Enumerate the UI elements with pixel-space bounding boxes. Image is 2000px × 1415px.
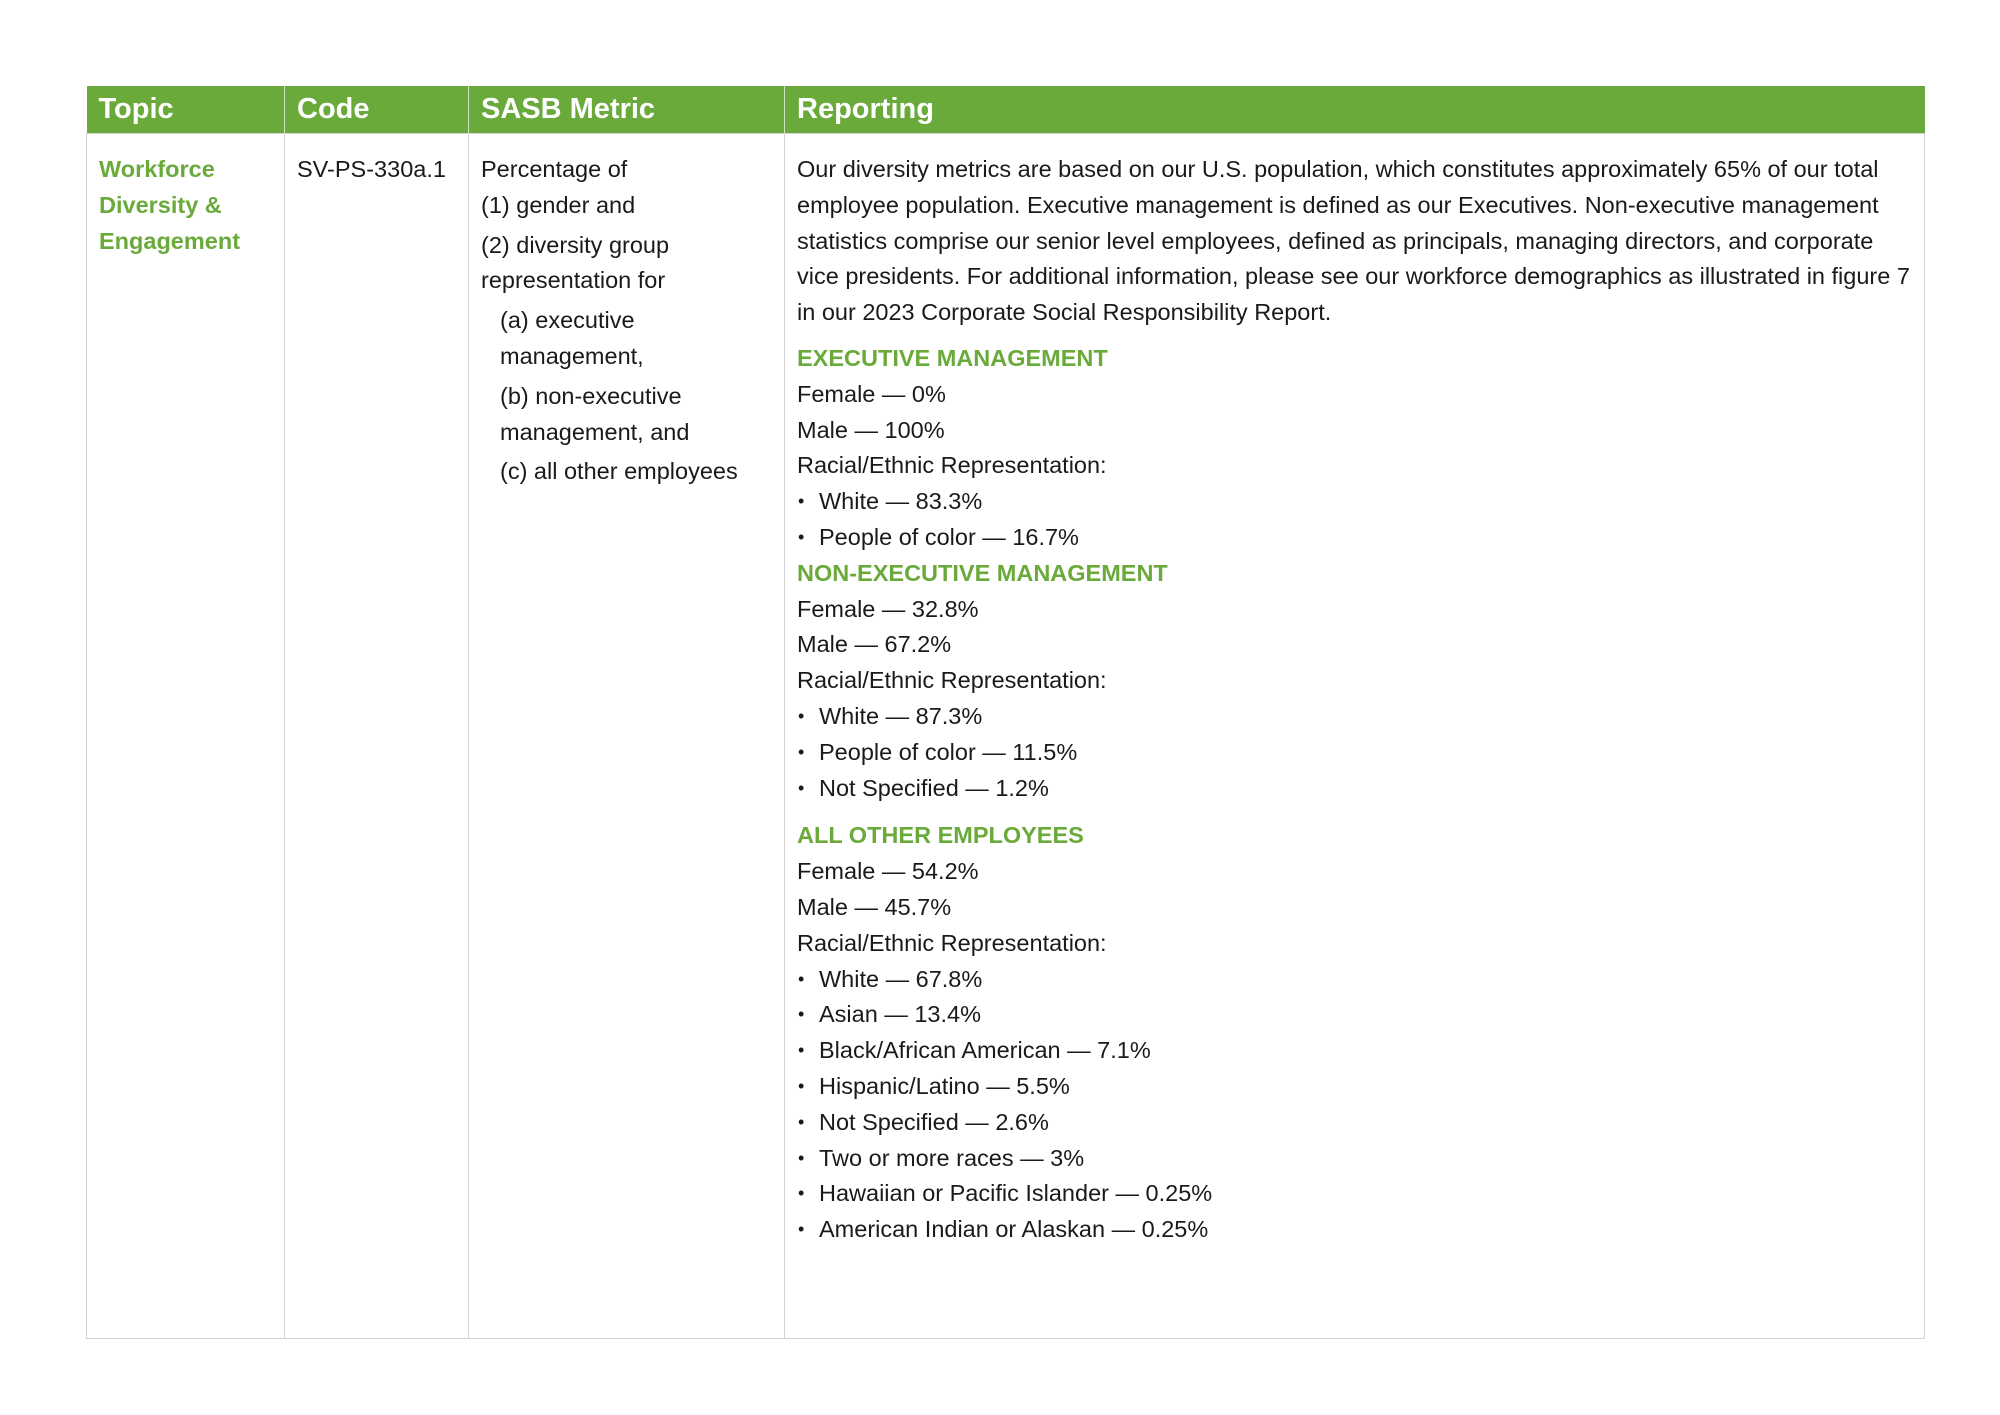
list-item: • Not Specified — 2.6% — [797, 1105, 1912, 1141]
topic-line: Diversity & — [99, 191, 222, 218]
reporting-intro: Our diversity metrics are based on our U.S. population, which constitutes approximately 65% of our total employee population. Executive management is defined as our Executives. Non-executive management statistics comprise our senior level employees, defined as principals, managing directors, and corporate vice presidents. For additional information, please see our workforce demographics as illustrated in figure 7 in our 2023 Corporate Social Responsibility Report. — [797, 156, 1910, 326]
table-row — [87, 134, 1925, 1339]
list-item: • White — 83.3% — [797, 484, 1912, 520]
bullet-icon: • — [798, 1111, 805, 1132]
metric-sub-item-b: (b) non-executive management, and — [500, 382, 690, 445]
section-heading-non-executive: NON-EXECUTIVE MANAGEMENT — [797, 559, 1168, 586]
list-item: • Not Specified — 1.2% — [797, 771, 1912, 807]
list-item: • Hispanic/Latino — 5.5% — [797, 1069, 1912, 1105]
table-header — [87, 86, 1925, 134]
racial-label: Racial/Ethnic Representation: — [797, 667, 1107, 694]
bullet-icon: • — [798, 705, 805, 726]
stat-female: Female — 0% — [797, 380, 946, 407]
stat-male: Male — 45.7% — [797, 893, 952, 920]
bullet-icon: • — [798, 1183, 805, 1204]
topic-cell — [87, 134, 285, 1339]
bullet-icon: • — [798, 1075, 805, 1096]
header-topic: Topic — [87, 86, 285, 134]
list-item: • Hawaiian or Pacific Islander — 0.25% — [797, 1176, 1912, 1212]
sasb-metric-table — [86, 86, 1925, 1339]
all-other-racial-list — [797, 962, 1912, 1248]
list-item: • Two or more races — 3% — [797, 1141, 1912, 1177]
metric-line: (1) gender and — [481, 191, 636, 218]
header-code: Code — [285, 86, 469, 134]
topic-line: Engagement — [99, 227, 241, 254]
stat-female: Female — 32.8% — [797, 595, 979, 622]
metric-sub-item-a: (a) executive management, — [500, 307, 644, 369]
list-item: • White — 87.3% — [797, 699, 1912, 735]
metric-line: Percentage of — [481, 156, 628, 182]
list-item: • Asian — 13.4% — [797, 997, 1912, 1033]
bullet-icon: • — [798, 968, 805, 989]
list-item: • American Indian or Alaskan — 0.25% — [797, 1212, 1912, 1248]
metric-code: SV-PS-330a.1 — [297, 156, 446, 182]
stat-male: Male — 100% — [797, 416, 945, 443]
racial-label: Racial/Ethnic Representation: — [797, 452, 1107, 479]
metric-line: (2) diversity group — [481, 231, 670, 258]
header-sasb-metric: SASB Metric — [469, 86, 785, 134]
topic-line: Workforce — [99, 156, 215, 182]
list-item: • People of color — 11.5% — [797, 735, 1912, 771]
bullet-icon: • — [798, 526, 805, 547]
bullet-icon: • — [798, 1040, 805, 1061]
metric-sub-item-c: (c) all other employees — [500, 458, 738, 485]
bullet-icon: • — [798, 1147, 805, 1168]
bullet-icon: • — [798, 741, 805, 762]
section-heading-executive: EXECUTIVE MANAGEMENT — [797, 344, 1108, 371]
code-cell — [285, 134, 469, 1339]
list-item: • People of color — 16.7% — [797, 520, 1912, 556]
list-item: • Black/African American — 7.1% — [797, 1033, 1912, 1069]
non-executive-racial-list — [797, 699, 1912, 806]
header-reporting: Reporting — [785, 86, 1925, 134]
bullet-icon: • — [798, 1004, 805, 1025]
executive-racial-list — [797, 484, 1912, 556]
racial-label: Racial/Ethnic Representation: — [797, 929, 1107, 956]
metric-line: representation for — [481, 267, 666, 294]
bullet-icon: • — [798, 1219, 805, 1240]
stat-male: Male — 67.2% — [797, 631, 952, 658]
header-row — [87, 86, 1925, 134]
list-item: • White — 67.8% — [797, 962, 1912, 998]
section-heading-all-other: ALL OTHER EMPLOYEES — [797, 822, 1084, 849]
bullet-icon: • — [798, 777, 805, 798]
metric-cell — [469, 134, 785, 1339]
reporting-cell — [785, 134, 1925, 1339]
stat-female: Female — 54.2% — [797, 858, 979, 885]
bullet-icon: • — [798, 491, 805, 512]
